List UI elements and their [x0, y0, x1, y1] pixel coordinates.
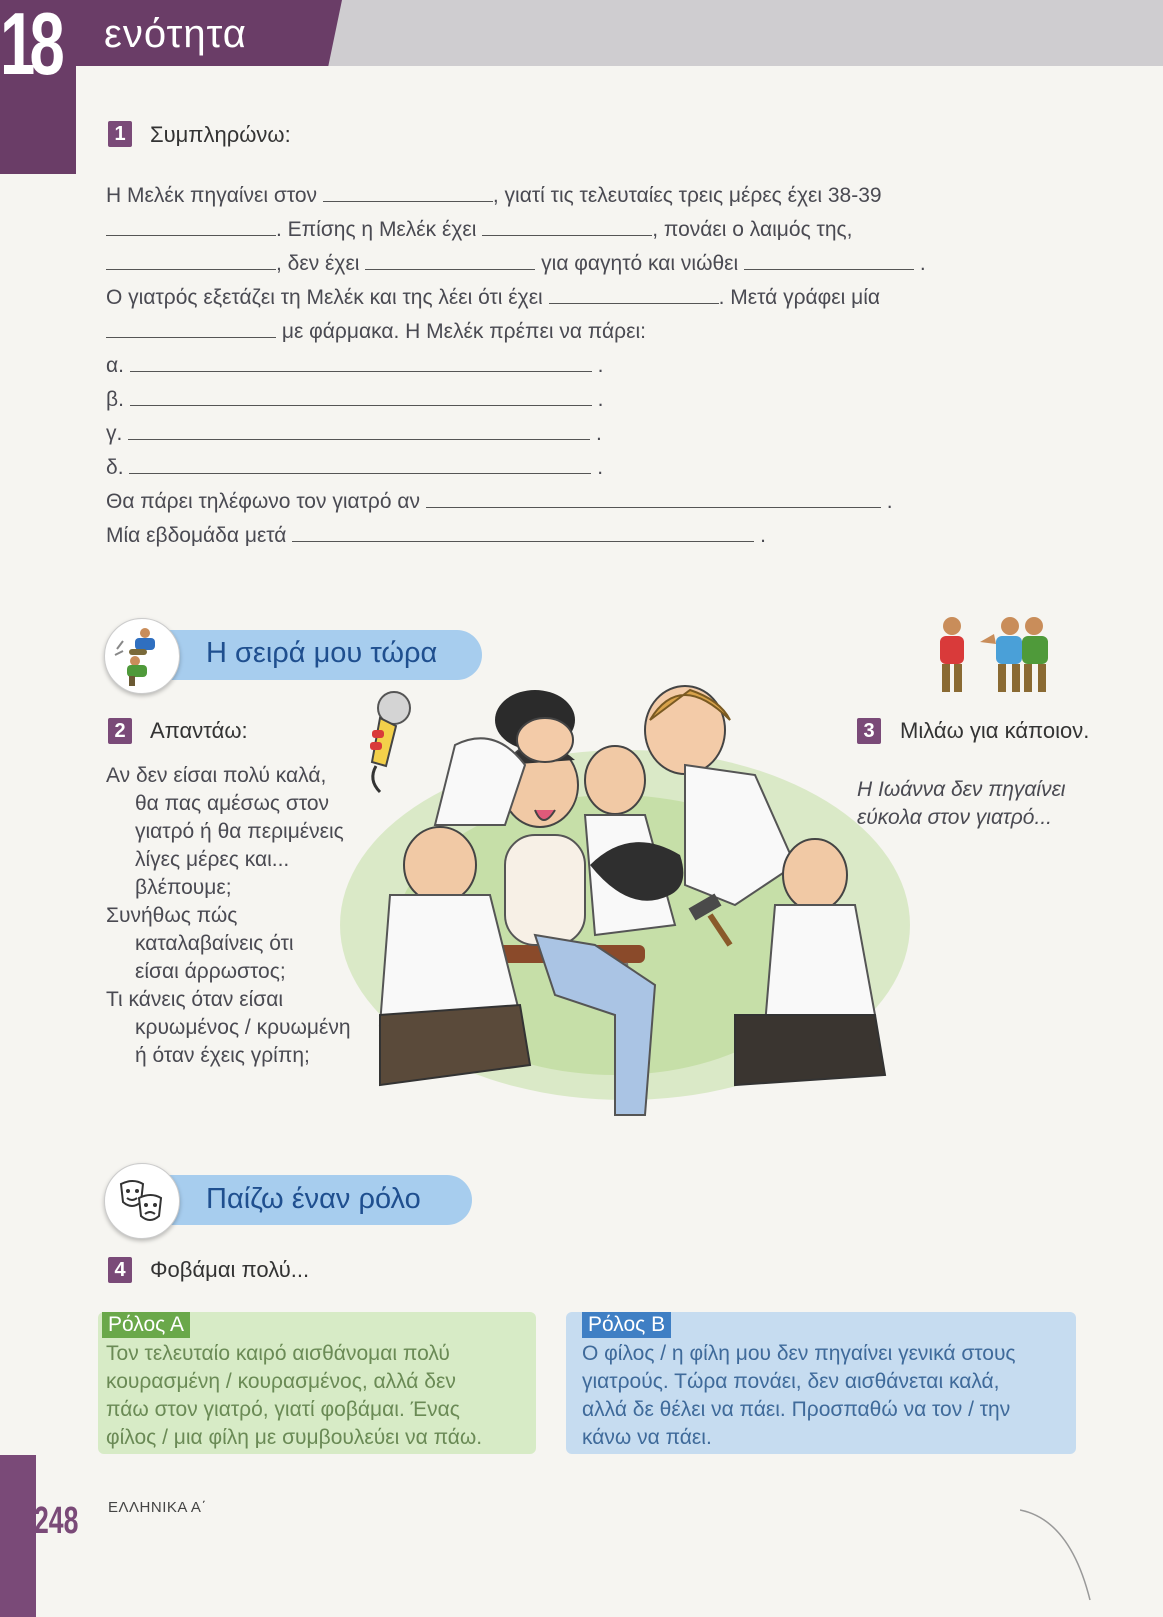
text: με φάρμακα. Η Μελέκ πρέπει να πάρει: — [281, 320, 646, 343]
text: . — [597, 388, 604, 411]
section-icon-circle — [104, 1163, 180, 1239]
item-label: α. — [106, 354, 124, 377]
fill-line-1 — [106, 184, 882, 208]
blank-field[interactable] — [744, 268, 914, 270]
fill-item-c — [106, 422, 602, 446]
item-label: β. — [106, 388, 124, 411]
text-line: Αν δεν είσαι πολύ καλά, — [106, 764, 327, 787]
text-line: λίγες μέρες και... — [135, 848, 290, 871]
people-talking-icon — [930, 612, 1060, 702]
blank-field[interactable] — [106, 336, 276, 338]
exercise-4-badge: 4 — [108, 1257, 132, 1283]
role-b-line: κάνω να πάει. — [582, 1426, 712, 1449]
fill-item-a — [106, 354, 604, 378]
fill-item-b — [106, 388, 603, 412]
text: . — [760, 524, 766, 547]
fill-line-5 — [106, 320, 646, 344]
text: . Μετά γράφει μία — [718, 286, 881, 309]
blank-field[interactable] — [128, 438, 590, 440]
blank-field[interactable] — [130, 370, 592, 372]
blank-field[interactable] — [549, 302, 719, 304]
fill-line-3 — [106, 252, 926, 276]
exercise-3-badge: 3 — [857, 718, 881, 744]
fill-line-6 — [106, 490, 893, 514]
text-line: Τι κάνεις όταν είσαι — [106, 988, 284, 1011]
text: Ο γιατρός εξετάζει τη Μελέκ και της λέει ότι έχει — [106, 286, 543, 309]
role-a-line: Τον τελευταίο καιρό αισθάνομαι πολύ — [106, 1342, 450, 1365]
text-line: βλέπουμε; — [135, 876, 232, 899]
text-line: ή όταν έχεις γρίπη; — [135, 1044, 310, 1067]
unit-number: 18 — [0, 0, 59, 93]
text: . Επίσης η Μελέκ έχει — [276, 218, 477, 241]
text: . — [919, 252, 926, 275]
helping-people-icon — [105, 619, 179, 693]
text: Θα πάρει τηλέφωνο τον γιατρό αν — [106, 490, 421, 513]
fill-line-4 — [106, 286, 880, 310]
exercise-1-badge: 1 — [108, 121, 132, 147]
theater-masks-icon — [105, 1164, 179, 1238]
exercise-3-title: Μιλάω για κάποιον. — [900, 718, 1090, 743]
role-b-line: Ο φίλος / η φίλη μου δεν πηγαίνει γενικά στους — [582, 1342, 1016, 1365]
unit-word: ενότητα — [104, 12, 247, 56]
text: Μία εβδομάδα μετά — [106, 524, 287, 547]
fill-line-2 — [106, 218, 852, 242]
role-b-label: Ρόλος Β — [582, 1312, 671, 1338]
item-label: γ. — [106, 422, 123, 445]
text: , πονάει ο λαιμός της, — [652, 218, 853, 241]
text: , δεν έχει — [276, 252, 360, 275]
fill-line-7 — [106, 524, 766, 548]
section-title: Η σειρά μου τώρα — [206, 637, 438, 669]
text: για φαγητό και νιώθει — [541, 252, 739, 275]
text-line: Συνήθως πώς — [106, 904, 238, 927]
book-title: ΕΛΛΗΝΙΚΑ Α΄ — [108, 1499, 207, 1516]
exercise-3-text-line: εύκολα στον γιατρό... — [857, 806, 1052, 829]
role-a-line: φίλος / μια φίλη με συμβουλεύει να πάω. — [106, 1426, 483, 1449]
text-line: είσαι άρρωστος; — [135, 960, 286, 983]
role-b-line: γιατρούς. Τώρα πονάει, δεν αισθάνεται καλά, — [582, 1370, 1000, 1393]
role-b-line: αλλά δε θέλει να πάει. Προσπαθώ να τον / την — [582, 1398, 1011, 1421]
text: . — [596, 422, 602, 445]
exercise-2-title: Απαντάω: — [150, 718, 248, 743]
blank-field[interactable] — [482, 234, 652, 236]
blank-field[interactable] — [106, 234, 276, 236]
page-edge-strip — [0, 1455, 36, 1617]
blank-field[interactable] — [323, 200, 493, 202]
exercise-2-badge: 2 — [108, 718, 132, 744]
exercise-4-title: Φοβάμαι πολύ... — [150, 1257, 310, 1282]
page-curl-mark — [1020, 1500, 1100, 1610]
exercise-1-title: Συμπληρώνω: — [150, 122, 291, 147]
page-number: 248 — [34, 1500, 79, 1542]
blank-field[interactable] — [365, 268, 535, 270]
text: . — [597, 456, 604, 479]
text-line: κρυωμένος / κρυωμένη — [135, 1016, 351, 1039]
blank-field[interactable] — [292, 540, 754, 542]
text: Η Μελέκ πηγαίνει στον — [106, 184, 318, 207]
text-line: καταλαβαίνεις ότι — [135, 932, 294, 955]
fill-item-d — [106, 456, 603, 480]
role-a-label: Ρόλος Α — [102, 1312, 190, 1338]
text: . — [597, 354, 604, 377]
text-line: γιατρό ή θα περιμένεις — [135, 820, 344, 843]
text-line: θα πας αμέσως στον — [135, 792, 329, 815]
blank-field[interactable] — [130, 404, 592, 406]
text: . — [886, 490, 893, 513]
blank-field[interactable] — [426, 506, 881, 508]
item-label: δ. — [106, 456, 124, 479]
section-title: Παίζω έναν ρόλο — [206, 1183, 421, 1215]
text: , γιατί τις τελευταίες τρεις μέρες έχει 38-39 — [492, 184, 882, 207]
role-a-line: κουρασμένη / κουρασμένος, αλλά δεν — [106, 1370, 456, 1393]
section-icon-circle — [104, 618, 180, 694]
blank-field[interactable] — [129, 472, 591, 474]
doctors-illustration — [335, 675, 915, 1150]
role-a-line: πάω στον γιατρό, γιατί φοβάμαι. Ένας — [106, 1398, 460, 1421]
blank-field[interactable] — [106, 268, 276, 270]
exercise-3-text-line: Η Ιωάννα δεν πηγαίνει — [857, 778, 1066, 801]
